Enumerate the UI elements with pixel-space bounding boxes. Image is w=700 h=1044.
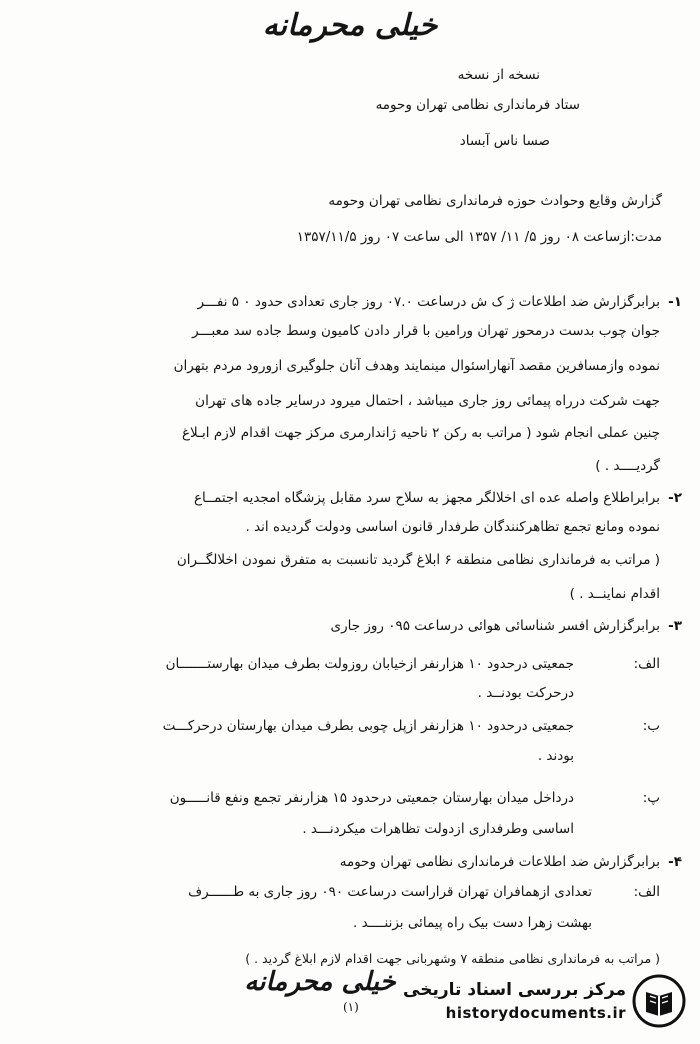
item-1-line: جهت شرکت درراه پیمائی روز جاری میباشد ، احتمال میرود درسایر جاده های تهران bbox=[195, 393, 660, 409]
file-line: صسا ناس آبساد bbox=[459, 133, 550, 149]
item-2-line: برابراطلاع واصله عده ای اخلالگر مجهز به سلاح سرد مقابل پزشگاه امجدیه اجتمــاع bbox=[193, 490, 660, 506]
item-1-line: نموده وازمسافرین مقصد آنهاراسئوال مینمایند وهدف آنان جلوگیری ازورود مردم بتهران bbox=[173, 358, 660, 374]
item-1-line: چنین عملی انجام شود ( مراتب به رکن ۲ ناحیه ژاندارمری مرکز جهت اقدام لازم ابـلاغ bbox=[181, 425, 660, 441]
item-2-line: نموده ومانع تجمع تظاهرکنندگان طرفدار قانون اساسی ودولت گردیده اند . bbox=[245, 519, 660, 535]
item-3-sub-label: ب: bbox=[642, 718, 660, 734]
item-2-line: اقدام نماینــد . ) bbox=[569, 586, 660, 602]
item-4-sub-line: بهشت زهرا دست بیک راه پیمائی بزننــــد . bbox=[353, 915, 592, 931]
watermark-url: historydocuments.ir bbox=[445, 1004, 626, 1022]
report-period: مدت:ازساعت ۰۸ روز ۵/ ۱۱/ ۱۳۵۷ الی ساعت ۰۷ روز ۱۳۵۷/۱۱/۵ bbox=[296, 229, 662, 245]
office-name: ستاد فرمانداری نظامی تهران وحومه bbox=[375, 97, 580, 113]
watermark-name: مرکز بررسی اسناد تاریخی bbox=[403, 980, 626, 1000]
item-3-sub-line: درحرکت بودنــد . bbox=[477, 685, 574, 701]
item-1-line: برابرگزارش ضد اطلاعات ژ ک ش درساعت ۰۷.۰ روز جاری تعدادی حدود ۰ ۵ نفـــر bbox=[197, 294, 660, 310]
item-3-sub-label: الف: bbox=[633, 656, 660, 672]
item-3-sub-label: پ: bbox=[642, 790, 660, 806]
item-3-sub-line: اساسی وطرفداری ازدولت تظاهرات میکردنـــد . bbox=[302, 821, 574, 837]
classification-top: خیلی محرمانه bbox=[262, 8, 438, 43]
report-title: گزارش وقایع وحوادث حوزه فرمانداری نظامی تهران وحومه bbox=[328, 193, 662, 209]
watermark-logo bbox=[326, 972, 686, 1032]
item-1-line: گردیــــد . ) bbox=[595, 458, 660, 474]
item-4-sub-line: تعدادی ازهمافران تهران قراراست درساعت ۰۹۰ روز جاری به طــــــرف bbox=[188, 884, 592, 900]
item-1-number: ۱- bbox=[668, 294, 682, 310]
item-3-number: ۳- bbox=[668, 618, 682, 634]
item-4-line: برابرگزارش ضد اطلاعات فرمانداری نظامی تهران وحومه bbox=[339, 854, 660, 870]
item-2-number: ۲- bbox=[668, 490, 682, 506]
classification-bottom: خیلی محرمانه bbox=[244, 967, 396, 997]
item-1-line: جوان چوب بدست درمحور تهران ورامین با قرار دادن کامیون وسط جاده سد معبـــر bbox=[192, 323, 660, 339]
item-4-sub-label: الف: bbox=[633, 884, 660, 900]
item-2-line: ( مراتب به فرمانداری نظامی منطقه ۶ ابلاغ گردید تانسبت به متفرق نمودن اخلالگــران bbox=[176, 552, 660, 568]
item-4-number: ۴- bbox=[668, 854, 682, 870]
item-3-line: برابرگزارش افسر شناسائی هوائی درساعت ۰۹۵ روز جاری bbox=[330, 618, 660, 634]
item-3-sub-line: درداخل میدان بهارستان جمعیتی درحدود ۱۵ هزارنفر تجمع ونفع قانـــــون bbox=[169, 790, 574, 806]
page-number: (۱) bbox=[343, 1000, 359, 1014]
item-3-sub-line: جمعیتی درحدود ۱۰ هزارنفر ازخیابان روزولت بطرف میدان بهارستـــــــان bbox=[165, 656, 574, 672]
copy-line: نسخه از نسخه bbox=[457, 67, 540, 83]
book-icon bbox=[632, 974, 686, 1028]
item-4-closing: ( مراتب به فرمانداری نظامی منطقه ۷ وشهربانی جهت اقدام لازم ابلاغ گردید . ) bbox=[245, 951, 660, 966]
item-3-sub-line: بودند . bbox=[537, 748, 574, 764]
item-3-sub-line: جمعیتی درحدود ۱۰ هزارنفر ازپل چوبی بطرف میدان بهارستان درحرکـــت bbox=[162, 718, 574, 734]
